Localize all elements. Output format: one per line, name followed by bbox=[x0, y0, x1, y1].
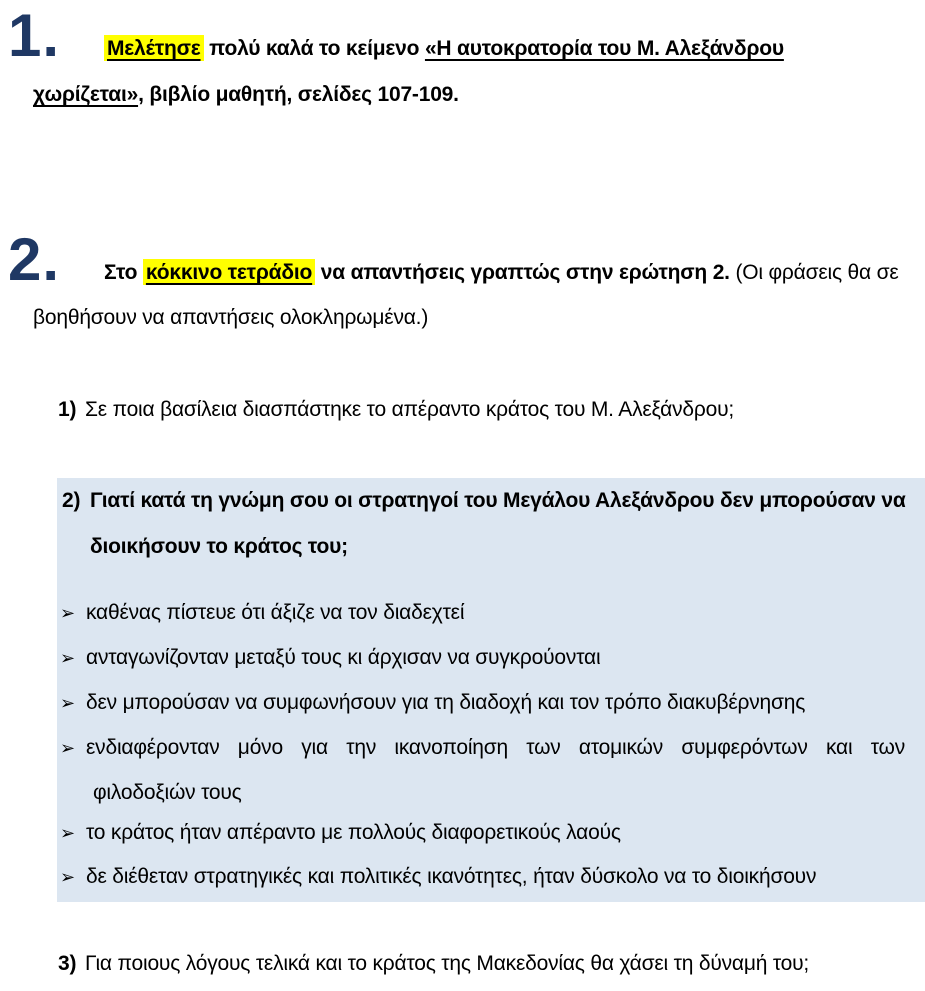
question-3-text: Για ποιους λόγους τελικά και το κράτος της Μακεδονίας θα χάσει τη δύναμή του; bbox=[85, 952, 810, 975]
hint-bullet-6 bbox=[60, 864, 816, 890]
highlighted-phrase-red-notebook: κόκκινο τετράδιο bbox=[143, 259, 315, 285]
question-2-text-line-1: Γιατί κατά τη γνώμη σου οι στρατηγοί του Μεγάλου Αλεξάνδρου δεν μπορούσαν να bbox=[90, 489, 906, 512]
question-3-label: 3) bbox=[58, 952, 77, 975]
underlined-reading-title-part-2: χωρίζεται» bbox=[33, 83, 139, 106]
hint-bullet-2 bbox=[60, 645, 600, 671]
highlighted-word-meletise: Μελέτησε bbox=[104, 35, 204, 61]
exercise-2-paren-part-1: (Οι φράσεις θα σε bbox=[735, 261, 899, 284]
hint-bullet-4-line-1: ενδιαφέρονταν μόνο για την ικανοποίηση των ατομικών συμφερόντων και των bbox=[86, 736, 905, 759]
question-1-label: 1) bbox=[58, 398, 77, 421]
hint-bullet-3 bbox=[60, 690, 805, 716]
arrowhead-bullet-icon: ➢ bbox=[60, 648, 75, 668]
underlined-reading-title-part-1: «Η αυτοκρατορία του Μ. Αλεξάνδρου bbox=[424, 37, 784, 60]
question-3 bbox=[58, 951, 809, 977]
exercise-2-bold-tail: να απαντήσεις γραπτώς στην ερώτηση 2. bbox=[315, 261, 736, 284]
question-2-line-1 bbox=[62, 488, 906, 514]
hint-bullet-1-text: καθένας πίστευε ότι άξιζε να τον διαδεχτεί bbox=[86, 601, 465, 624]
arrowhead-bullet-icon: ➢ bbox=[60, 823, 75, 843]
question-1 bbox=[58, 397, 734, 423]
exercise-2-number: 2. bbox=[8, 226, 61, 293]
exercise-2-instruction-line-2: βοηθήσουν να απαντήσεις ολοκληρωμένα.) bbox=[33, 306, 429, 329]
question-2-label: 2) bbox=[62, 489, 81, 512]
hint-bullet-4 bbox=[60, 735, 905, 806]
exercise-1-instruction-line-2 bbox=[33, 82, 459, 108]
arrowhead-bullet-icon: ➢ bbox=[60, 867, 75, 887]
hint-bullet-2-text: ανταγωνίζονταν μεταξύ τους κι άρχισαν να συγκρούονται bbox=[86, 646, 601, 669]
exercise-1-text-tail: , βιβλίο μαθητή, σελίδες 107-109. bbox=[138, 83, 459, 106]
hint-bullet-4-text bbox=[86, 735, 905, 806]
question-1-text: Σε ποια βασίλεια διασπάστηκε το απέραντο κράτος του Μ. Αλεξάνδρου; bbox=[85, 398, 735, 421]
hint-bullet-5 bbox=[60, 820, 621, 846]
question-2-line-2: διοικήσουν το κράτος του; bbox=[90, 535, 348, 558]
arrowhead-bullet-icon: ➢ bbox=[60, 738, 75, 758]
exercise-1-text-middle: πολύ καλά το κείμενο bbox=[203, 37, 425, 60]
exercise-2-lead: Στο bbox=[104, 261, 143, 284]
hint-bullet-5-text: το κράτος ήταν απέραντο με πολλούς διαφορετικούς λαούς bbox=[86, 821, 621, 844]
hint-bullet-4-line-2: φιλοδοξιών τους bbox=[93, 781, 242, 804]
arrowhead-bullet-icon: ➢ bbox=[60, 603, 75, 623]
exercise-2-instruction-line-1 bbox=[104, 260, 899, 286]
hint-bullet-3-text: δεν μπορούσαν να συμφωνήσουν για τη διαδοχή και τον τρόπο διακυβέρνησης bbox=[86, 691, 806, 714]
exercise-1-instruction-line-1 bbox=[104, 36, 784, 62]
exercise-1-number: 1. bbox=[8, 2, 61, 69]
hint-bullet-6-text: δε διέθεταν στρατηγικές και πολιτικές ικανότητες, ήταν δύσκολο να το διοικήσουν bbox=[86, 865, 817, 888]
hint-bullet-1 bbox=[60, 600, 464, 626]
arrowhead-bullet-icon: ➢ bbox=[60, 693, 75, 713]
